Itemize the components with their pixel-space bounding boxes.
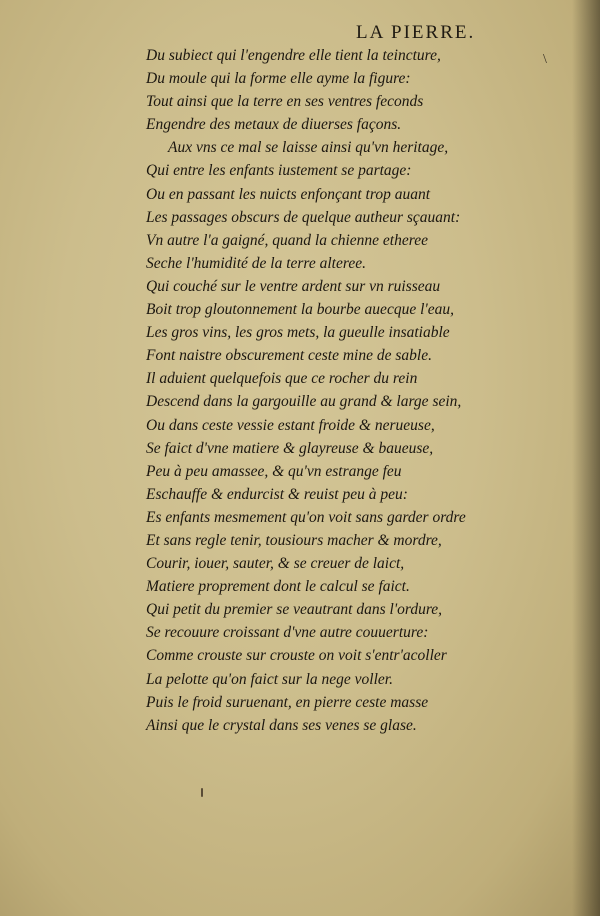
- verse-line: Vn autre l'a gaigné, quand la chienne etheree: [146, 231, 428, 249]
- verse-line: Qui petit du premier se veautrant dans l'ordure,: [146, 601, 443, 619]
- verse-line: Du moule qui la forme elle ayme la figure:: [146, 70, 411, 88]
- verse-line: Se recouure croissant d'vne autre couuerture:: [146, 624, 429, 642]
- verse-line: Puis le froid suruenant, en pierre ceste masse: [146, 693, 429, 711]
- verse-line: Ainsi que le crystal dans ses venes se glase.: [146, 716, 417, 734]
- verse-line: Eschauffe & endurcist & reuist peu à peu:: [146, 485, 408, 503]
- verse-line: Qui entre les enfants iustement se partage:: [146, 162, 412, 180]
- running-head: LA PIERRE.: [356, 22, 476, 43]
- verse-line: Se faict d'vne matiere & glayreuse & baueuse,: [146, 439, 434, 457]
- verse-line: Tout ainsi que la terre en ses ventres feconds: [146, 93, 424, 111]
- verse-line: Matiere proprement dont le calcul se faict.: [146, 578, 410, 596]
- verse-line: Aux vns ce mal se laisse ainsi qu'vn heritage,: [168, 139, 449, 157]
- verse-line: Qui couché sur le ventre ardent sur vn ruisseau: [146, 277, 441, 295]
- verse-line: Les passages obscurs de quelque autheur sçauant:: [146, 208, 461, 226]
- verse-line: Boit trop gloutonnement la bourbe auecque l'eau,: [146, 301, 454, 319]
- verse-line: Du subiect qui l'engendre elle tient la teincture,: [146, 47, 441, 64]
- verse-line: Et sans regle tenir, tousiours macher & mordre,: [146, 531, 442, 549]
- verse-line: Il aduient quelquefois que ce rocher du rein: [146, 370, 418, 388]
- paper-speck: [201, 788, 203, 797]
- verse-line: La pelotte qu'on faict sur la nege voller.: [146, 670, 393, 688]
- verse-line: Ou en passant les nuicts enfonçant trop auant: [146, 185, 431, 203]
- margin-mark: \: [543, 52, 547, 67]
- verse-line: Courir, iouer, sauter, & se creuer de laict,: [146, 555, 405, 573]
- verse-line: Comme crouste sur crouste on voit s'entr'acoller: [146, 647, 447, 665]
- verse-line: Seche l'humidité de la terre alteree.: [146, 254, 366, 272]
- verse-line: Peu à peu amassee, & qu'vn estrange feu: [146, 462, 402, 480]
- verse-line: Engendre des metaux de diuerses façons.: [146, 116, 402, 134]
- verse-line: Es enfants mesmement qu'on voit sans garder ordre: [146, 508, 466, 526]
- verse-line: Ou dans ceste vessie estant froide & nerueuse,: [146, 416, 435, 434]
- verse-line: Font naistre obscurement ceste mine de sable.: [146, 347, 432, 365]
- verse-line: Les gros vins, les gros mets, la gueulle insatiable: [146, 324, 450, 342]
- poem-text: [146, 44, 466, 737]
- verse-line: Descend dans la gargouille au grand & large sein,: [146, 393, 462, 411]
